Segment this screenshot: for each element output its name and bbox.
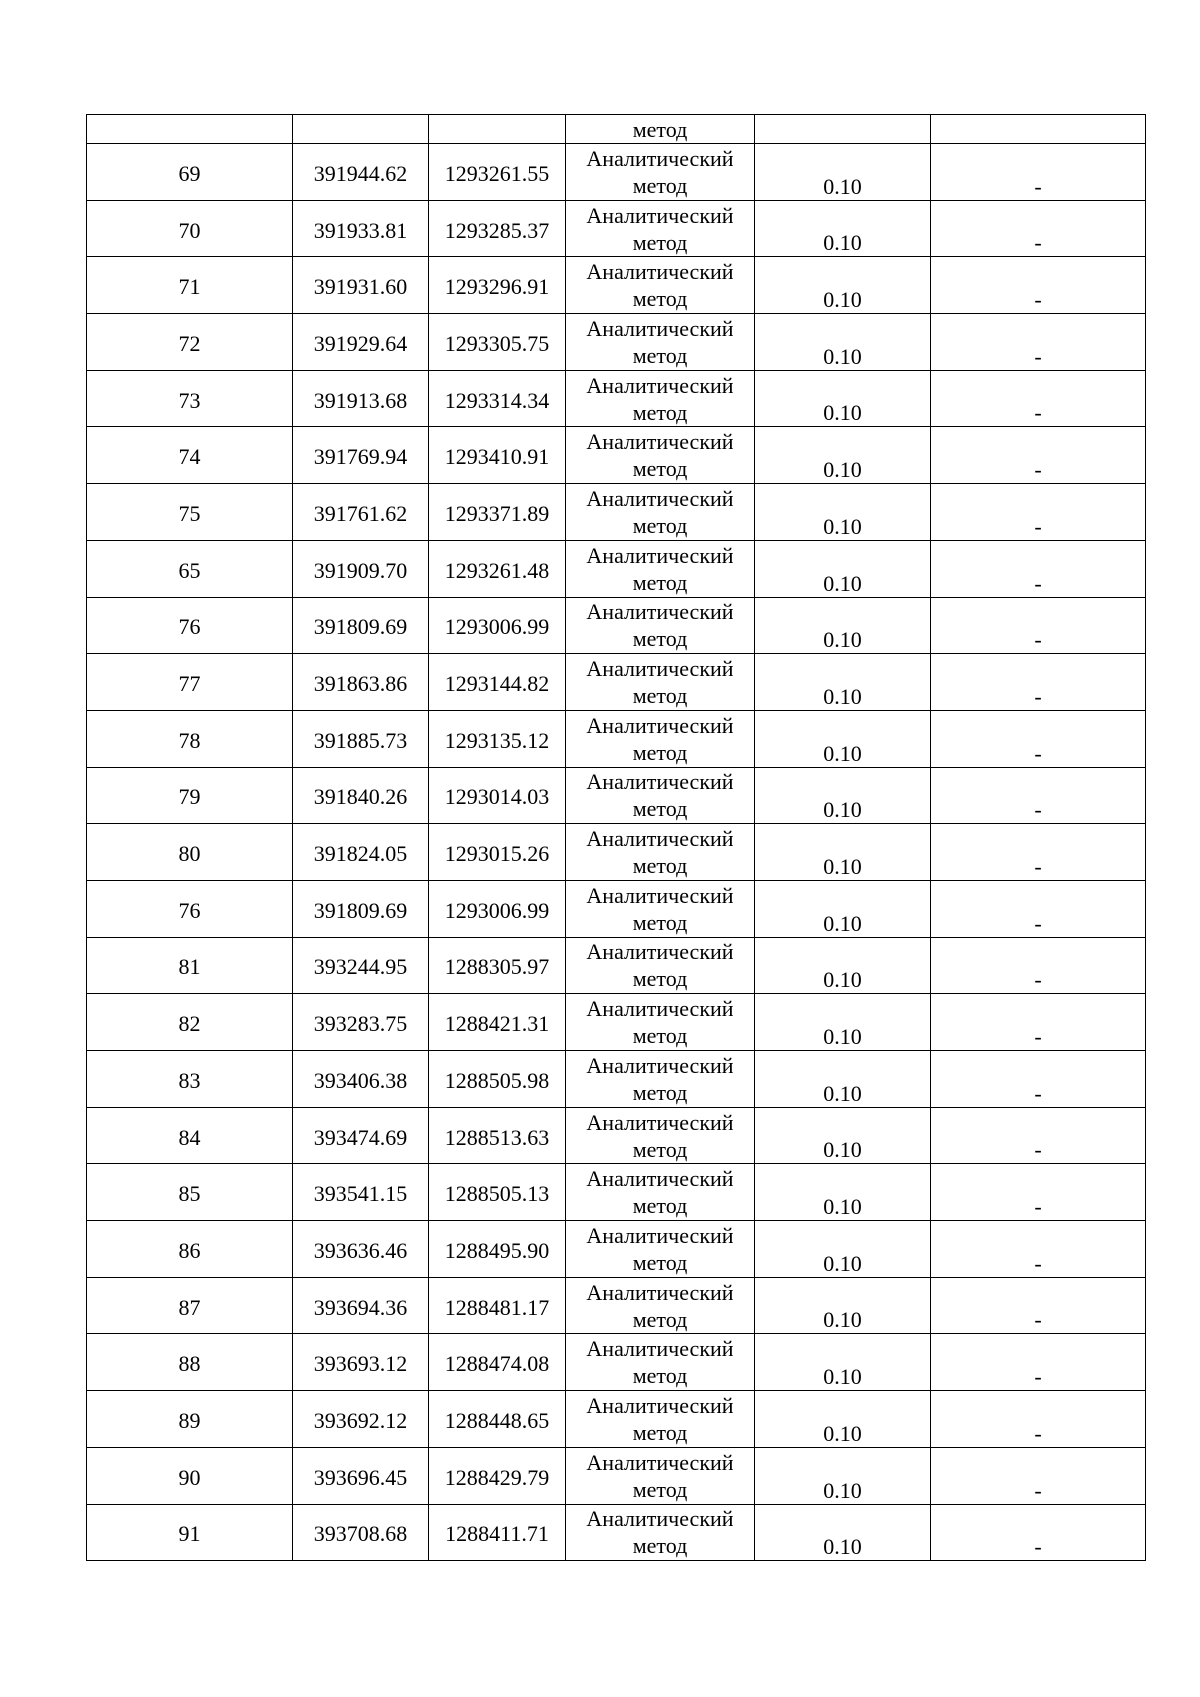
cell-method [566, 880, 755, 937]
method-line-1: Аналитический [586, 769, 734, 795]
cell-note: - [931, 1107, 1146, 1164]
cell-note: - [931, 1391, 1146, 1448]
cell-point-number: 87 [87, 1277, 293, 1334]
method-line-2: метод [632, 229, 688, 255]
cell-error: 0.10 [755, 654, 931, 711]
cell-y [429, 115, 566, 144]
cell-num [87, 115, 293, 144]
cell-x-coordinate: 393283.75 [293, 994, 429, 1051]
cell-y-coordinate: 1293296.91 [429, 257, 566, 314]
cell-note: - [931, 597, 1146, 654]
coordinates-table [86, 114, 1146, 1561]
cell-note: - [931, 144, 1146, 201]
cell-x-coordinate: 393244.95 [293, 937, 429, 994]
cell-point-number: 76 [87, 597, 293, 654]
cell-y-coordinate: 1288421.31 [429, 994, 566, 1051]
cell-y-coordinate: 1293305.75 [429, 314, 566, 371]
cell-y-coordinate: 1288505.98 [429, 1051, 566, 1108]
cell-note: - [931, 484, 1146, 541]
cell-x-coordinate: 391761.62 [293, 484, 429, 541]
method-line-2: метод [632, 456, 688, 482]
cell-point-number: 79 [87, 767, 293, 824]
cell-x-coordinate: 393696.45 [293, 1447, 429, 1504]
table-row [87, 370, 1146, 427]
cell-x-coordinate: 391885.73 [293, 710, 429, 767]
method-line-2: метод [632, 909, 688, 935]
cell-point-number: 81 [87, 937, 293, 994]
cell-point-number: 89 [87, 1391, 293, 1448]
method-line-2: метод [632, 1023, 688, 1049]
cell-point-number: 74 [87, 427, 293, 484]
method-line-2: метод [632, 1136, 688, 1162]
cell-y-coordinate: 1293006.99 [429, 880, 566, 937]
cell-y-coordinate: 1293314.34 [429, 370, 566, 427]
cell-method: метод [566, 115, 755, 144]
cell-y-coordinate: 1293371.89 [429, 484, 566, 541]
table-row [87, 144, 1146, 201]
cell-note: - [931, 314, 1146, 371]
cell-error: 0.10 [755, 427, 931, 484]
method-line-1: Аналитический [586, 1336, 734, 1362]
cell-note: - [931, 1051, 1146, 1108]
method-line-2: метод [632, 739, 688, 765]
method-line-1: Аналитический [586, 429, 734, 455]
cell-note: - [931, 1334, 1146, 1391]
cell-point-number: 84 [87, 1107, 293, 1164]
table-row [87, 824, 1146, 881]
cell-note: - [931, 1504, 1146, 1561]
cell-error: 0.10 [755, 1164, 931, 1221]
cell-x-coordinate: 393694.36 [293, 1277, 429, 1334]
table-row [87, 710, 1146, 767]
method-line-2: метод [632, 1363, 688, 1389]
table-row [87, 937, 1146, 994]
cell-method [566, 144, 755, 201]
cell-method [566, 597, 755, 654]
cell-error: 0.10 [755, 1504, 931, 1561]
method-line-1: Аналитический [586, 599, 734, 625]
cell-method [566, 200, 755, 257]
method-line-1: Аналитический [586, 826, 734, 852]
method-line-2: метод [632, 1306, 688, 1332]
continuation-row [87, 115, 1146, 144]
cell-method [566, 994, 755, 1051]
cell-error: 0.10 [755, 824, 931, 881]
cell-y-coordinate: 1288411.71 [429, 1504, 566, 1561]
cell-point-number: 76 [87, 880, 293, 937]
cell-point-number: 71 [87, 257, 293, 314]
cell-y-coordinate: 1293006.99 [429, 597, 566, 654]
cell-method [566, 540, 755, 597]
cell-error: 0.10 [755, 994, 931, 1051]
cell-method [566, 767, 755, 824]
table-row [87, 1221, 1146, 1278]
method-line-2: метод [632, 1533, 688, 1559]
method-line-1: Аналитический [586, 315, 734, 341]
cell-point-number: 77 [87, 654, 293, 711]
method-line-1: Аналитический [586, 202, 734, 228]
table-row [87, 1447, 1146, 1504]
method-line-1: Аналитический [586, 939, 734, 965]
cell-x-coordinate: 391809.69 [293, 597, 429, 654]
cell-note: - [931, 710, 1146, 767]
cell-note: - [931, 1447, 1146, 1504]
cell-point-number: 78 [87, 710, 293, 767]
cell-note: - [931, 370, 1146, 427]
cell-note: - [931, 1277, 1146, 1334]
method-line-2: метод [632, 966, 688, 992]
cell-error [755, 115, 931, 144]
method-line-2: метод [632, 286, 688, 312]
cell-error: 0.10 [755, 1334, 931, 1391]
table-row [87, 1107, 1146, 1164]
cell-method [566, 1447, 755, 1504]
cell-x-coordinate: 393692.12 [293, 1391, 429, 1448]
cell-x-coordinate: 391909.70 [293, 540, 429, 597]
cell-x [293, 115, 429, 144]
table-row [87, 1334, 1146, 1391]
cell-note: - [931, 994, 1146, 1051]
cell-note: - [931, 540, 1146, 597]
cell-method [566, 1164, 755, 1221]
method-line-1: Аналитический [586, 1222, 734, 1248]
cell-x-coordinate: 391824.05 [293, 824, 429, 881]
cell-error: 0.10 [755, 880, 931, 937]
method-line-2: метод [632, 172, 688, 198]
cell-x-coordinate: 391931.60 [293, 257, 429, 314]
cell-point-number: 72 [87, 314, 293, 371]
cell-error: 0.10 [755, 257, 931, 314]
cell-note: - [931, 824, 1146, 881]
cell-y-coordinate: 1288481.17 [429, 1277, 566, 1334]
table-row [87, 654, 1146, 711]
method-line-1: Аналитический [586, 712, 734, 738]
cell-y-coordinate: 1288505.13 [429, 1164, 566, 1221]
cell-error: 0.10 [755, 370, 931, 427]
cell-y-coordinate: 1288305.97 [429, 937, 566, 994]
cell-note: - [931, 1164, 1146, 1221]
method-line-2: метод [632, 399, 688, 425]
cell-error: 0.10 [755, 1221, 931, 1278]
cell-point-number: 70 [87, 200, 293, 257]
method-line-1: Аналитический [586, 882, 734, 908]
cell-error: 0.10 [755, 540, 931, 597]
cell-error: 0.10 [755, 1107, 931, 1164]
method-line-1: Аналитический [586, 259, 734, 285]
cell-x-coordinate: 391913.68 [293, 370, 429, 427]
table-body [87, 115, 1146, 1561]
cell-y-coordinate: 1288448.65 [429, 1391, 566, 1448]
method-line-1: Аналитический [586, 1392, 734, 1418]
method-line-1: Аналитический [586, 542, 734, 568]
method-line-2: метод [632, 1476, 688, 1502]
cell-y-coordinate: 1293261.55 [429, 144, 566, 201]
cell-error: 0.10 [755, 1277, 931, 1334]
method-line-1: Аналитический [586, 1449, 734, 1475]
cell-method [566, 1107, 755, 1164]
cell-y-coordinate: 1293285.37 [429, 200, 566, 257]
cell-point-number: 90 [87, 1447, 293, 1504]
cell-error: 0.10 [755, 314, 931, 371]
cell-x-coordinate: 393636.46 [293, 1221, 429, 1278]
cell-x-coordinate: 393693.12 [293, 1334, 429, 1391]
cell-y-coordinate: 1288429.79 [429, 1447, 566, 1504]
cell-note: - [931, 654, 1146, 711]
cell-error: 0.10 [755, 767, 931, 824]
table-row [87, 484, 1146, 541]
cell-y-coordinate: 1288513.63 [429, 1107, 566, 1164]
cell-point-number: 75 [87, 484, 293, 541]
table-row [87, 1504, 1146, 1561]
cell-y-coordinate: 1293135.12 [429, 710, 566, 767]
table-row [87, 1391, 1146, 1448]
cell-error: 0.10 [755, 710, 931, 767]
cell-x-coordinate: 393406.38 [293, 1051, 429, 1108]
table-row [87, 257, 1146, 314]
cell-point-number: 82 [87, 994, 293, 1051]
method-line-1: Аналитический [586, 996, 734, 1022]
cell-method [566, 1391, 755, 1448]
cell-note: - [931, 1221, 1146, 1278]
method-line-1: Аналитический [586, 145, 734, 171]
table-row [87, 200, 1146, 257]
method-line-1: Аналитический [586, 656, 734, 682]
cell-method [566, 1504, 755, 1561]
method-line-2: метод [632, 1193, 688, 1219]
table-row [87, 1164, 1146, 1221]
cell-method [566, 1277, 755, 1334]
cell-point-number: 85 [87, 1164, 293, 1221]
cell-method [566, 1051, 755, 1108]
method-line-2: метод [632, 569, 688, 595]
cell-point-number: 69 [87, 144, 293, 201]
cell-x-coordinate: 393474.69 [293, 1107, 429, 1164]
cell-x-coordinate: 391809.69 [293, 880, 429, 937]
cell-y-coordinate: 1293014.03 [429, 767, 566, 824]
cell-y-coordinate: 1293261.48 [429, 540, 566, 597]
cell-x-coordinate: 391840.26 [293, 767, 429, 824]
method-line-2: метод [632, 1249, 688, 1275]
cell-y-coordinate: 1293410.91 [429, 427, 566, 484]
table-row [87, 880, 1146, 937]
cell-x-coordinate: 391769.94 [293, 427, 429, 484]
cell-x-coordinate: 393708.68 [293, 1504, 429, 1561]
cell-error: 0.10 [755, 937, 931, 994]
table-row [87, 994, 1146, 1051]
cell-note: - [931, 880, 1146, 937]
cell-y-coordinate: 1288474.08 [429, 1334, 566, 1391]
cell-y-coordinate: 1293015.26 [429, 824, 566, 881]
method-line-1: Аналитический [586, 1166, 734, 1192]
cell-point-number: 73 [87, 370, 293, 427]
table-row [87, 427, 1146, 484]
method-line-1: Аналитический [586, 1506, 734, 1532]
method-line-1: Аналитический [586, 1279, 734, 1305]
cell-method [566, 484, 755, 541]
table-row [87, 1051, 1146, 1108]
cell-method [566, 427, 755, 484]
cell-method [566, 824, 755, 881]
cell-point-number: 88 [87, 1334, 293, 1391]
cell-method [566, 314, 755, 371]
cell-y-coordinate: 1293144.82 [429, 654, 566, 711]
cell-error: 0.10 [755, 597, 931, 654]
cell-note: - [931, 257, 1146, 314]
method-line-1: Аналитический [586, 372, 734, 398]
cell-point-number: 80 [87, 824, 293, 881]
cell-x-coordinate: 391944.62 [293, 144, 429, 201]
cell-method [566, 257, 755, 314]
cell-x-coordinate: 391929.64 [293, 314, 429, 371]
cell-point-number: 91 [87, 1504, 293, 1561]
cell-method [566, 937, 755, 994]
method-line-1: Аналитический [586, 1052, 734, 1078]
method-line-2: метод [632, 512, 688, 538]
cell-x-coordinate: 391863.86 [293, 654, 429, 711]
cell-method [566, 654, 755, 711]
cell-method [566, 710, 755, 767]
method-line-1: Аналитический [586, 485, 734, 511]
method-line-2: метод [632, 342, 688, 368]
table-row [87, 1277, 1146, 1334]
cell-error: 0.10 [755, 1051, 931, 1108]
method-line-2: метод [632, 1079, 688, 1105]
cell-x-coordinate: 391933.81 [293, 200, 429, 257]
table-row [87, 314, 1146, 371]
cell-note: - [931, 937, 1146, 994]
cell-method [566, 1221, 755, 1278]
cell-note: - [931, 200, 1146, 257]
cell-method [566, 1334, 755, 1391]
table-row [87, 540, 1146, 597]
cell-point-number: 65 [87, 540, 293, 597]
cell-error: 0.10 [755, 144, 931, 201]
cell-y-coordinate: 1288495.90 [429, 1221, 566, 1278]
cell-error: 0.10 [755, 1447, 931, 1504]
cell-error: 0.10 [755, 1391, 931, 1448]
cell-note: - [931, 767, 1146, 824]
method-line-2: метод [632, 796, 688, 822]
method-line-2: метод [632, 683, 688, 709]
cell-note: - [931, 427, 1146, 484]
table-row [87, 767, 1146, 824]
cell-error: 0.10 [755, 484, 931, 541]
cell-error: 0.10 [755, 200, 931, 257]
cell-point-number: 86 [87, 1221, 293, 1278]
cell-note [931, 115, 1146, 144]
method-line-2: метод [632, 853, 688, 879]
cell-point-number: 83 [87, 1051, 293, 1108]
method-line-2: метод [632, 1419, 688, 1445]
method-line-1: Аналитический [586, 1109, 734, 1135]
cell-x-coordinate: 393541.15 [293, 1164, 429, 1221]
table-row [87, 597, 1146, 654]
method-line-2: метод [632, 626, 688, 652]
cell-method [566, 370, 755, 427]
